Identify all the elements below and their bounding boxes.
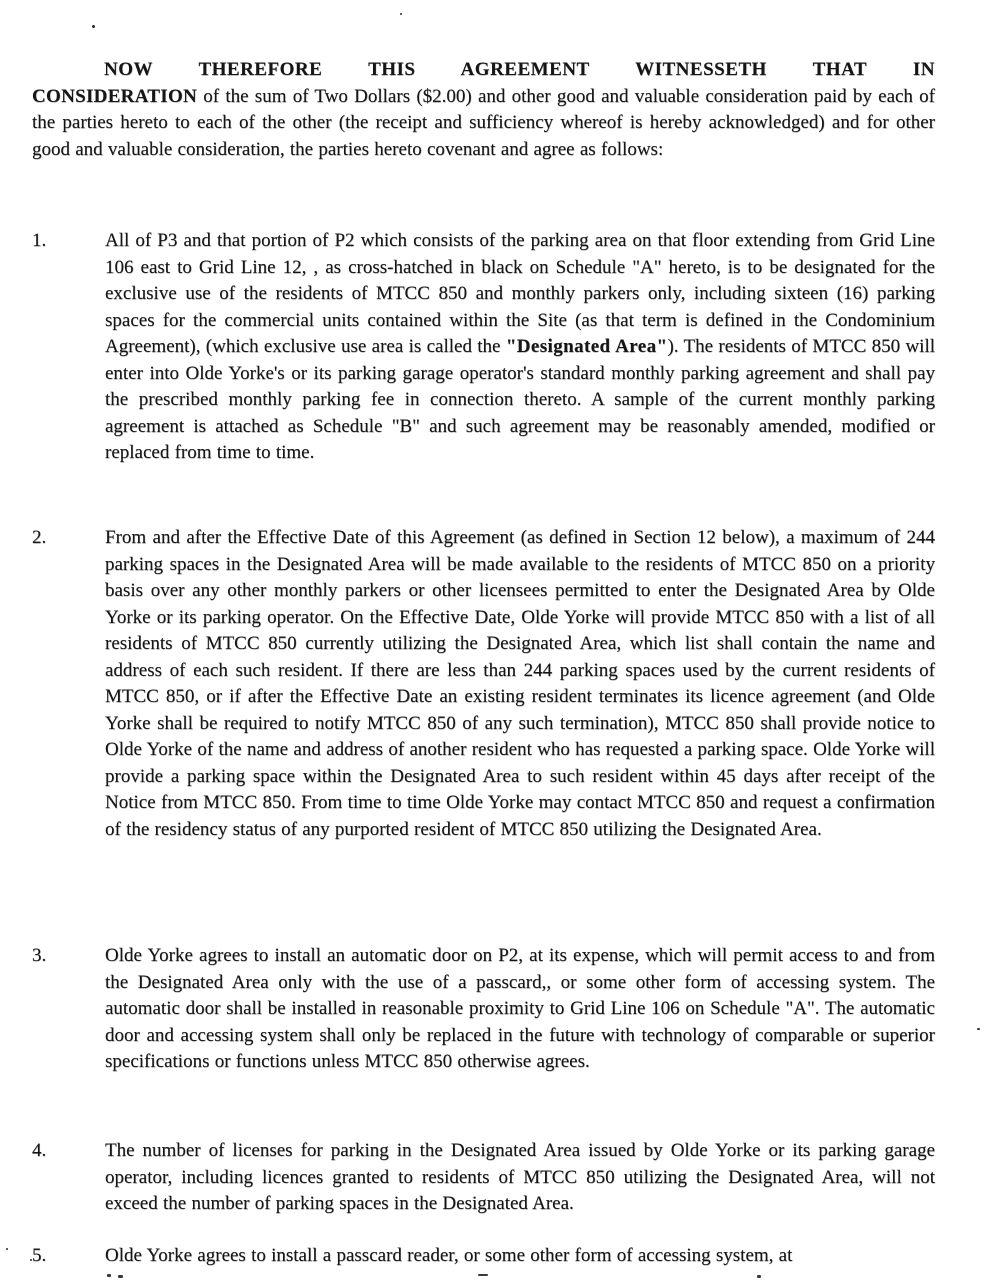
list-item-5 (32, 1243, 935, 1270)
item-text: From and after the Effective Date of this Agreement (as defined in Section 12 below), a maximum of 244 parking spaces in the Designated Area will be made available to the residents of MTCC 850 on a priority basis over any other monthly parkers or other licensees permitted to enter the Designated Area by Olde Yorke or its parking operator. On the Effective Date, Olde Yorke will provide MTCC 850 with a list of all residents of MTCC 850 currently utilizing the Designated Area, which list shall contain the name and address of each such resident. If there are less than 244 parking spaces used by the current residents of MTCC 850, or if after the Effective Date an existing resident terminates its licence agreement (and Olde Yorke shall be required to notify MTCC 850 of any such termination), MTCC 850 shall provide notice to Olde Yorke of the name and address of another resident who has requested a parking space. Olde Yorke will provide a parking space within the Designated Area to such resident within 45 days after receipt of the Notice from MTCC 850. From time to time Olde Yorke may contact MTCC 850 and request a confirmation of the residency status of any purported resident of MTCC 850 utilizing the Designated Area. (105, 527, 935, 840)
consideration-lead-word: CONSIDERATION (32, 85, 198, 107)
clause1-text-after: ). The residents of MTCC 850 will enter into Olde Yorke's or its parking garage operator's standard monthly parking agreement and shall pay the prescribed monthly parking fee in connection thereto. A sample of the current monthly parking agreement is attached as Schedule "B" and such agreement may be reasonably amended, modified or replaced from time to time. (105, 336, 935, 463)
cutoff-line-fragment (757, 1275, 761, 1278)
cutoff-line-fragment (107, 1274, 111, 1277)
cutoff-line-fragment (118, 1275, 123, 1278)
scan-speck (30, 1259, 32, 1261)
item-text: Olde Yorke agrees to install an automatic door on P2, at its expense, which will permit access to and from the Designated Area only with the use of a passcard,, or some other form of accessing system. The automatic door shall be installed in reasonable proximity to Grid Line 106 on Schedule "A". The automatic door and accessing system shall only be replaced in the future with technology of comparable or superior specifications or functions unless MTCC 850 otherwise agrees. (105, 945, 935, 1072)
list-item-4 (32, 1138, 935, 1218)
item-number: 3. (32, 945, 47, 966)
item-text: The number of licenses for parking in the Designated Area issued by Olde Yorke or its parking garage operator, including licences granted to residents of MTCC 850 utilizing the Designated Area, will not exceed the number of parking spaces in the Designated Area. (105, 1140, 935, 1214)
list-item-1 (32, 228, 935, 467)
item-text: Olde Yorke agrees to install a passcard reader, or some other form of accessing system, at (105, 1245, 793, 1266)
defined-term-designated-area: "Designated Area" (505, 336, 668, 357)
scan-speck (400, 13, 402, 15)
scan-speck (92, 25, 95, 28)
scan-speck (977, 1028, 980, 1030)
item-number: 2. (32, 527, 47, 548)
item-number: 4. (32, 1140, 47, 1161)
list-item-3 (32, 943, 935, 1076)
item-number: 5. (32, 1245, 47, 1266)
item-text (105, 228, 935, 467)
list-item-2 (32, 525, 935, 843)
cutoff-line-fragment (478, 1274, 488, 1276)
scan-speck (6, 1248, 8, 1250)
opening-paragraph (32, 57, 935, 163)
opening-heading-line: NOW THEREFORE THIS AGREEMENT WITNESSETH THAT IN (104, 59, 935, 80)
item-number: 1. (32, 230, 47, 251)
opening-body (32, 84, 935, 164)
clause1-text-before: All of P3 and that portion of P2 which consists of the parking area on that floor extending from Grid Line 106 east to Grid Line 12, , as cross-hatched in black on Schedule "A" hereto, is to be designated for the exclusive use of the residents of MTCC 850 and monthly parkers only, including sixteen (16) parking spaces for the commercial units contained within the Site (as that term is defined in the Condominium Agreement), (which exclusive use area is called the (105, 230, 935, 357)
opening-body-text: of the sum of Two Dollars ($2.00) and other good and valuable consideration paid by each of the parties hereto to each of the other (the receipt and sufficiency whereof is hereby acknowledged) and for other good and valuable consideration, the parties hereto covenant and agree as follows: (32, 85, 935, 160)
